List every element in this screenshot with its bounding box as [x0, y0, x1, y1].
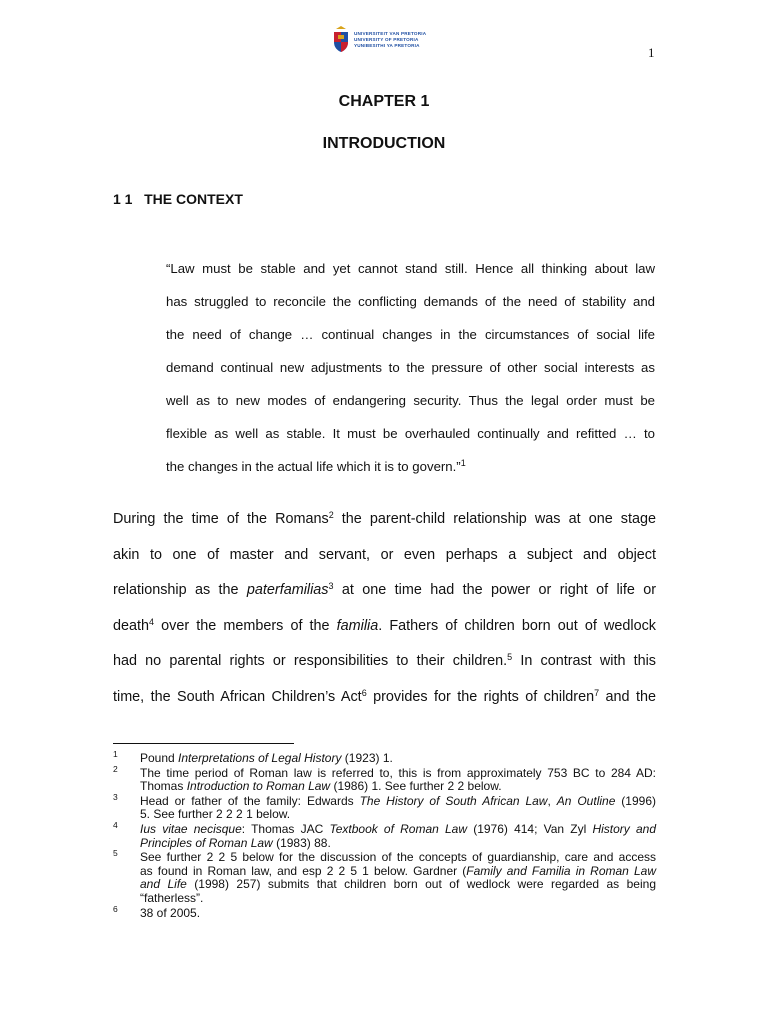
university-crest-icon: [332, 24, 350, 54]
footnote-1: [113, 749, 656, 766]
chapter-subtitle: INTRODUCTION: [322, 135, 446, 152]
cited-title: Textbook of Roman Law: [329, 821, 468, 836]
footnote-line: [140, 837, 656, 851]
footnote-line: “fatherless”.: [140, 890, 204, 905]
university-name-afrikaans: UNIVERSITEIT VAN PRETORIA: [354, 31, 427, 36]
chapter-title: CHAPTER 1: [338, 93, 430, 110]
body-line: [113, 650, 656, 686]
body-line: [113, 579, 656, 615]
body-line: [113, 686, 656, 722]
footnote-text: Thomas: [140, 779, 187, 794]
footnote-text: (1923) 1.: [341, 751, 393, 765]
quote-line: has struggled to reconcile the conflicting demands of the need of stability and: [166, 294, 655, 309]
footnote-text: Head or father of the family: Edwards: [140, 793, 360, 808]
body-text: the parent-child relationship was at one stage: [333, 511, 657, 527]
university-name: [354, 31, 446, 49]
footnote-text: as found in Roman law, and esp 2 2 5 1 below. Gardner (: [140, 863, 467, 878]
body-text: time, the South African Children’s Act: [113, 688, 362, 705]
footnote-line: 38 of 2005.: [140, 905, 201, 920]
block-quote: [166, 259, 655, 490]
footnote-text: (1976) 414; Van Zyl: [467, 821, 593, 836]
university-logo: [332, 24, 442, 58]
footnote-5: [113, 848, 656, 905]
quote-line-text: the changes in the actual life which it is to govern.”: [166, 459, 461, 474]
footnote-text: (1996): [615, 793, 656, 808]
footnote-ref[interactable]: 3: [328, 581, 334, 592]
footnote-number: 1: [113, 749, 118, 759]
quote-line: “Law must be stable and yet cannot stand still. Hence all thinking about law: [166, 261, 655, 276]
footnote-ref[interactable]: 6: [361, 687, 367, 698]
page-number: 1: [648, 45, 655, 60]
body-line: [113, 508, 656, 544]
quote-line: the need of change … continual changes in the circumstances of social life: [166, 327, 655, 342]
footnote-ref[interactable]: 4: [149, 616, 155, 627]
body-text: had no parental rights or responsibilities to their children.: [113, 653, 508, 670]
quote-line: demand continual new adjustments to the pressure of other social interests as: [166, 360, 655, 375]
quote-line: well as to new modes of endangering security. Thus the legal order must be: [166, 393, 655, 408]
latin-term: paterfamilias: [246, 582, 329, 599]
university-name-sepedi: YUNIBESITHI YA PRETORIA: [354, 43, 420, 48]
body-line: akin to one of master and servant, or even perhaps a subject and object: [113, 546, 656, 563]
footnote-text: : Thomas JAC: [241, 821, 330, 836]
cited-title: The History of South African Law: [359, 793, 548, 808]
cited-title: History and: [592, 821, 657, 836]
body-text: provides for the rights of children: [366, 688, 595, 705]
university-name-english: UNIVERSITY OF PRETORIA: [354, 37, 419, 42]
cited-title: and Life: [140, 877, 187, 892]
quote-line-last: [166, 457, 655, 490]
footnote-line: [140, 878, 656, 892]
footnote-line: [140, 865, 656, 879]
footnote-ref[interactable]: 5: [507, 652, 513, 663]
body-text: and the: [599, 688, 656, 705]
footnote-text: (1986) 1. See further 2 2 below.: [330, 779, 502, 794]
body-line: [113, 615, 656, 651]
footnote-3: [113, 791, 656, 822]
footnote-line: [140, 795, 656, 809]
footnote-line: The time period of Roman law is referred to, this is from approximately 753 BC to 284 AD:: [140, 765, 656, 780]
quote-line: flexible as well as stable. It must be overhauled continually and refitted … to: [166, 426, 655, 441]
footnote-line: [140, 752, 656, 766]
footnote-4: [113, 819, 657, 850]
footnote-text: (1983) 88.: [272, 835, 331, 850]
body-paragraph: [113, 508, 656, 722]
cited-title: Ius vitae necisque: [140, 821, 242, 836]
footnote-text: (1998) 257) submits that children born out of wedlock were regarded as being: [186, 877, 656, 892]
body-text: over the members of the: [154, 617, 337, 634]
footnote-number: 5: [113, 848, 118, 859]
cited-title: Introduction to Roman Law: [186, 779, 331, 794]
body-text: death: [113, 617, 150, 634]
cited-title: An Outline: [556, 793, 616, 808]
footnote-ref[interactable]: 7: [594, 687, 600, 698]
footnote-text: ,: [547, 793, 557, 808]
footnote-number: 2: [113, 763, 118, 774]
footnote-line: 5. See further 2 2 2 1 below.: [140, 807, 291, 822]
cited-title: Principles of Roman Law: [140, 835, 273, 850]
section-heading: 1 1 THE CONTEXT: [113, 191, 243, 207]
footnote-number: 3: [113, 791, 118, 802]
footnote-number: 4: [113, 819, 118, 830]
footnote-6: [113, 903, 656, 921]
footnote-ref[interactable]: 1: [460, 458, 466, 468]
footnote-line: See further 2 2 5 below for the discussion of the concepts of guardianship, care and access: [140, 850, 656, 865]
latin-term: familia: [336, 617, 379, 634]
body-text: . Fathers of children born out of wedlock: [378, 617, 657, 634]
footnote-ref[interactable]: 2: [328, 510, 334, 520]
body-text: In contrast with this: [512, 653, 657, 670]
footnote-text: Pound: [140, 751, 179, 765]
footnote-separator: [113, 743, 294, 744]
footnote-line: [140, 780, 656, 794]
body-text: During the time of the Romans: [113, 511, 329, 527]
footnote-line: [140, 823, 656, 837]
footnote-2: [113, 763, 656, 794]
body-text: relationship as the: [113, 582, 247, 599]
body-text: at one time had the power or right of life or: [333, 582, 657, 599]
footnotes: [113, 749, 657, 921]
cited-title: Interpretations of Legal History: [178, 751, 342, 765]
footnote-number: 6: [113, 903, 118, 914]
cited-title: Family and Familia in Roman Law: [466, 863, 656, 878]
